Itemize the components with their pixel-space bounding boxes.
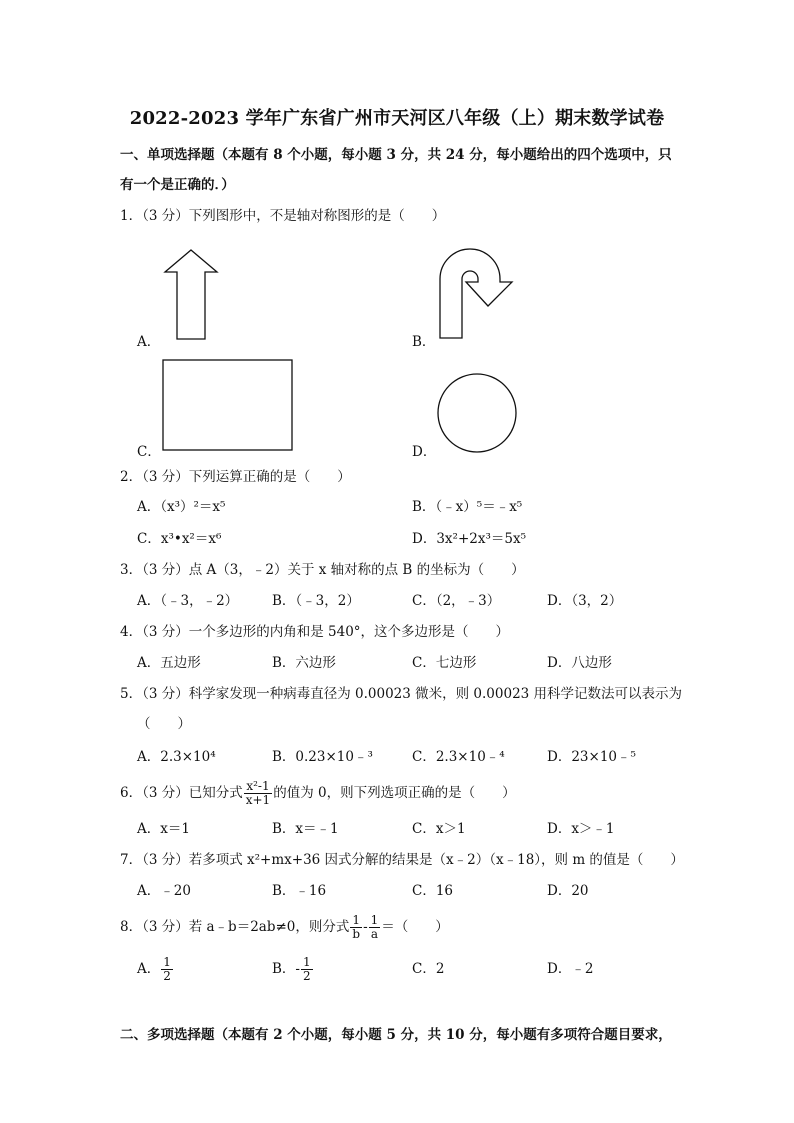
- question-4-options: [137, 652, 697, 674]
- question-8-options: [137, 952, 697, 986]
- question-4-text: 4．（3 分）一个多边形的内角和是 540°，这个多边形是（ ）: [120, 624, 510, 640]
- question-2-option-c: C．x³•x²＝x⁶: [137, 531, 222, 547]
- question-3-option-b: B．（﹣3，2）: [272, 593, 360, 609]
- question-2-option-a: A．（x³）²＝x⁵: [137, 499, 226, 515]
- question-6-text-before: 6．（3 分）已知分式: [120, 785, 243, 801]
- figure-b-u-turn-arrow: [432, 244, 522, 344]
- question-8-fraction-1: [350, 914, 362, 941]
- question-5-options: [137, 746, 697, 768]
- question-2-option-b: B．（﹣x）⁵＝﹣x⁵: [412, 499, 523, 515]
- question-8-fraction-2-numerator: 1: [370, 913, 379, 927]
- exam-title: 2022-2023 学年广东省广州市天河区八年级（上）期末数学试卷: [129, 108, 665, 129]
- question-4-option-b: B．六边形: [272, 655, 336, 671]
- question-6-option-c: C．x＞1: [412, 821, 466, 837]
- question-6-fraction-denominator: x+1: [245, 793, 271, 807]
- question-8-option-a-denominator: 2: [163, 969, 171, 983]
- question-8-text-before: 8．（3 分）若 a﹣b＝2ab≠0，则分式: [120, 919, 350, 935]
- figure-a-up-arrow: [160, 248, 222, 342]
- question-7-option-b: B．﹣16: [272, 883, 327, 899]
- question-6-fraction-numerator: x²-1: [244, 780, 272, 794]
- question-3-option-a: A．（﹣3，﹣2）: [137, 593, 239, 609]
- question-1-option-a: A．: [137, 334, 161, 350]
- question-4-option-d: D．八边形: [547, 655, 612, 671]
- question-3-text: 3．（3 分）点 A（3，﹣2）关于 x 轴对称的点 B 的坐标为（ ）: [120, 562, 525, 578]
- question-8-text: [120, 910, 690, 944]
- question-5-text: 5．（3 分）科学家发现一种病毒直径为 0.00023 微米，则 0.00023 用科学记数法可以表示为: [120, 686, 683, 702]
- question-8-option-b-label: B．: [272, 961, 296, 977]
- question-8-option-b: [272, 952, 314, 986]
- question-8-minus: -: [363, 919, 368, 935]
- question-6-option-b: B．x＝﹣1: [272, 821, 339, 837]
- question-8-fraction-1-denominator: b: [352, 927, 361, 941]
- question-3-option-c: C．（2，﹣3）: [412, 593, 501, 609]
- question-1-text: 1．（3 分）下列图形中，不是轴对称图形的是（ ）: [120, 208, 446, 224]
- question-5-option-a: A．2.3×10⁴: [137, 749, 216, 765]
- question-6-text-after: 的值为 0，则下列选项正确的是（ ）: [273, 785, 516, 801]
- question-5-text-2: （ ）: [137, 716, 191, 732]
- question-8-fraction-2-denominator: a: [370, 927, 379, 941]
- section-1-heading: [120, 140, 680, 200]
- question-6-text: [120, 776, 690, 810]
- section-2-line-1: 二、多项选择题（本题有 2 个小题，每小题 5 分，共 10 分，每小题有多项符合题目要求，: [120, 1027, 672, 1043]
- question-2-text: 2．（3 分）下列运算正确的是（ ）: [120, 469, 351, 485]
- question-1-option-b: B．: [412, 334, 436, 350]
- question-8-option-b-fraction: [301, 956, 313, 983]
- question-8-option-a: [137, 952, 174, 986]
- section-1-line-1: 一、单项选择题（本题有 8 个小题，每小题 3 分，共 24 分，每小题给出的四个选项中，只: [120, 147, 672, 163]
- question-7-text: 7．（3 分）若多项式 x²+mx+36 因式分解的结果是（x﹣2）（x﹣18），则 m 的值是（ ）: [120, 852, 684, 868]
- question-8-option-b-denominator: 2: [302, 969, 311, 983]
- question-8-option-a-numerator: 1: [163, 955, 171, 969]
- question-6-fraction: [244, 780, 272, 807]
- question-8-option-c: C．2: [412, 961, 445, 977]
- question-5-option-d: D．23×10﹣⁵: [547, 749, 636, 765]
- question-3-option-d: D．（3，2）: [547, 593, 623, 609]
- figure-c-rectangle: [162, 358, 294, 452]
- question-4-option-a: A．五边形: [137, 655, 201, 671]
- question-3-options: [137, 590, 697, 612]
- question-2-options-row-2: [137, 528, 697, 550]
- question-8-option-d: D．﹣2: [547, 961, 594, 977]
- question-8-option-a-label: A．: [137, 961, 161, 977]
- question-5-option-b: B．0.23×10﹣³: [272, 749, 373, 765]
- question-7-option-c: C．16: [412, 883, 454, 899]
- question-5-option-c: C．2.3×10﹣⁴: [412, 749, 505, 765]
- question-4-option-c: C．七边形: [412, 655, 477, 671]
- question-7-options: [137, 880, 697, 902]
- section-1-line-2: 有一个是正确的．）: [120, 177, 235, 193]
- question-6-option-d: D．x＞﹣1: [547, 821, 615, 837]
- question-8-option-b-numerator: 1: [302, 955, 311, 969]
- figure-d-circle: [436, 372, 518, 454]
- question-8-fraction-2: [369, 914, 381, 941]
- question-2-options-row-1: [137, 496, 697, 518]
- question-1-option-d: D．: [412, 444, 437, 460]
- question-8-option-b-sign: -: [295, 961, 300, 977]
- question-8-text-after: ＝（ ）: [381, 919, 449, 935]
- section-2-heading: [120, 1020, 680, 1050]
- question-6-options: [137, 818, 697, 840]
- question-1-option-c: C．: [137, 444, 161, 460]
- question-8-fraction-1-numerator: 1: [350, 914, 362, 928]
- question-7-option-a: A．﹣20: [137, 883, 191, 899]
- question-2-option-d: D．3x²+2x³＝5x⁵: [412, 531, 526, 547]
- question-6-option-a: A．x＝1: [137, 821, 190, 837]
- question-7-option-d: D．20: [547, 883, 589, 899]
- question-8-option-a-fraction: [161, 956, 173, 983]
